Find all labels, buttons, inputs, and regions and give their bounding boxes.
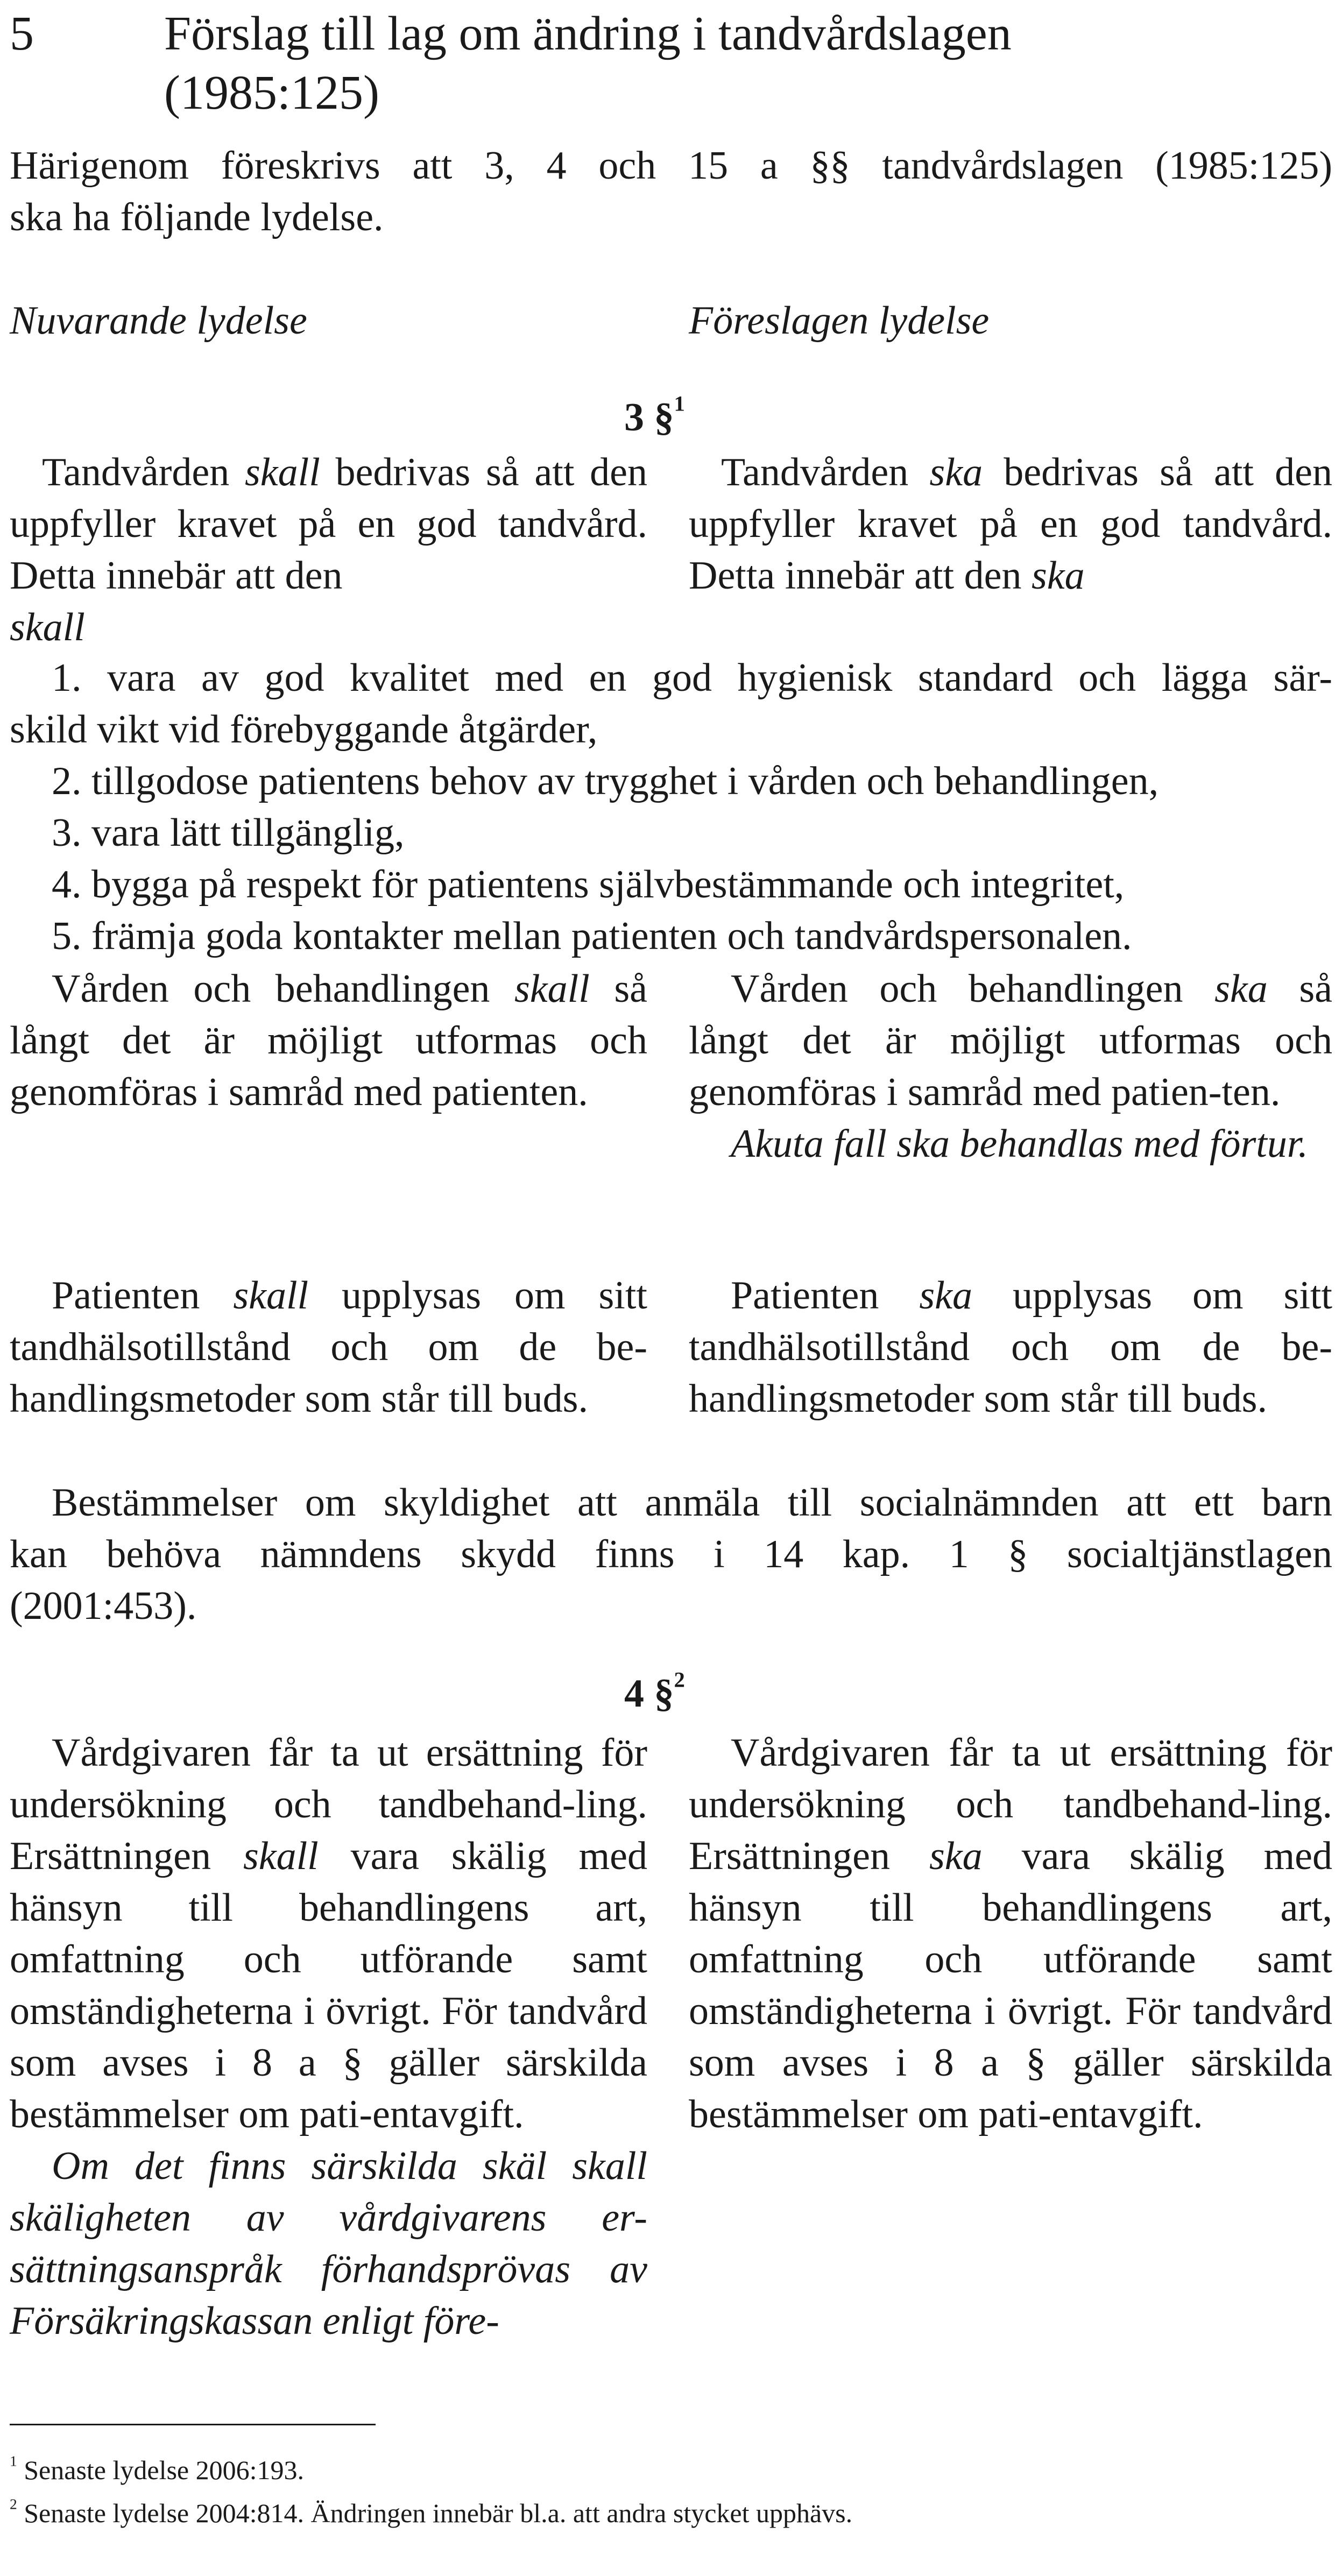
current-intro-pre: Tandvården: [42, 450, 245, 494]
footnote-1: [10, 2453, 304, 2487]
section-4-current-pre: Vårdgivaren får ta ut ersättning för undersökning och tandbehand-ling. Ersättningen: [10, 1731, 647, 1878]
section-4-current-word: skall: [243, 1834, 319, 1878]
proposed-p2-word: ska: [1214, 967, 1268, 1011]
section-number: 5: [10, 7, 34, 60]
section-3-label-text: 3 §: [624, 395, 674, 440]
section-4-proposed: [689, 1727, 1332, 2140]
current-p3-post: upplysas om sitt tandhälsotillstånd och om de be-handlingsmetoder som står till buds.: [10, 1273, 647, 1421]
footnote-1-text: Senaste lydelse 2006:193.: [24, 2455, 305, 2485]
current-p2-pre: Vården och behandlingen: [52, 967, 514, 1011]
current-p2-post: så långt det är möjligt utformas och genomföras i samråd med patienten.: [10, 967, 647, 1114]
current-intro-post: bedrivas så att den uppfyller kravet på en god tandvård. Detta innebär att den: [10, 450, 648, 598]
section-4-label-text: 4 §: [624, 1672, 674, 1716]
section-4-current: [10, 1727, 647, 2347]
title-line-1: Förslag till lag om ändring i tandvårdslagen: [164, 7, 1012, 60]
current-intro-word: skall: [245, 450, 320, 494]
document-title: [164, 4, 1012, 123]
section-3-current-p2: [10, 963, 647, 1118]
section-3-proposed-p2: [689, 963, 1332, 1170]
list-item-3: 3. vara lätt tillgänglig,: [52, 811, 405, 855]
list-item-4: 4. bygga på respekt för patientens självbestämmande och integritet,: [52, 862, 1125, 907]
proposed-intro-pre: Tandvården: [721, 450, 930, 494]
section-3-label: [624, 392, 685, 443]
section-3-current-intro: [10, 447, 647, 653]
list-item-2: 2. tillgodose patientens behov av trygghet i vården och behandlingen,: [52, 759, 1159, 803]
list-item-5: 5. främja goda kontakter mellan patienten och tandvårdspersonalen.: [52, 914, 1132, 958]
list-item-1-line-1: 1. vara av god kvalitet med en god hygienisk standard och lägga sär-: [52, 656, 1332, 700]
common-p4-line-1: Bestämmelser om skyldighet att anmäla till socialnämnden att ett barn: [52, 1481, 1332, 1525]
section-3-proposed-intro: [689, 447, 1332, 601]
section-4-label: [624, 1668, 685, 1719]
section-3-common-p4: [10, 1477, 1332, 1632]
section-4-proposed-pre: Vårdgivaren får ta ut ersättning för undersökning och tandbehand-ling. Ersättningen: [689, 1731, 1332, 1878]
section-3-list: [10, 652, 1332, 962]
intro-line-1: Härigenom föreskrivs att 3, 4 och 15 a §§ tandvårdslagen (1985:125): [10, 144, 1332, 188]
section-3-current-p3: [10, 1270, 647, 1425]
proposed-wording-header: Föreslagen lydelse: [689, 299, 990, 343]
footnote-ref-1: 1: [674, 391, 685, 416]
proposed-p3-word: ska: [919, 1273, 973, 1318]
proposed-p2-pre: Vården och behandlingen: [731, 967, 1215, 1011]
title-line-2: (1985:125): [164, 66, 379, 119]
current-p2-word: skall: [514, 967, 590, 1011]
current-intro-last: skall: [10, 605, 85, 649]
proposed-new-sentence: Akuta fall ska behandlas med förtur.: [731, 1122, 1308, 1166]
section-4-proposed-post: vara skälig med hänsyn till behandlingens art, omfattning och utförande samt omständigheterna i övrigt. För tandvård som avses i 8 a § gäller särskilda bestämmelser om pati-entavgift.: [689, 1834, 1332, 2136]
current-wording-header: Nuvarande lydelse: [10, 299, 307, 343]
footnote-1-number: 1: [10, 2452, 17, 2469]
section-4-current-extra: Om det finns särskilda skäl skall skäligheten av vårdgivarens er-sättningsanspråk förhandsprövas av Försäkringskassan enligt före-: [10, 2144, 647, 2343]
current-p3-pre: Patienten: [52, 1273, 234, 1318]
proposed-p3-pre: Patienten: [731, 1273, 920, 1318]
footnote-2-text: Senaste lydelse 2004:814. Ändringen innebär bl.a. att andra stycket upphävs.: [24, 2498, 853, 2528]
footnote-2: [10, 2496, 852, 2530]
list-item-1-line-2: skild vikt vid förebyggande åtgärder,: [10, 707, 598, 752]
intro-paragraph: [10, 140, 1332, 243]
common-p4-line-3: (2001:453).: [10, 1584, 197, 1628]
footnote-ref-2: 2: [674, 1667, 685, 1692]
section-4-current-post: vara skälig med hänsyn till behandlingens art, omfattning och utförande samt omständigheterna i övrigt. För tandvård som avses i 8 a § gäller särskilda bestämmelser om pati-entavgift.: [10, 1834, 648, 2136]
footnote-2-number: 2: [10, 2495, 17, 2513]
proposed-intro-post: bedrivas så att den uppfyller kravet på en god tandvård. Detta innebär att den: [689, 450, 1333, 598]
intro-line-2: ska ha följande lydelse.: [10, 195, 384, 239]
section-3-proposed-p3: [689, 1270, 1332, 1425]
proposed-p2-post: så långt det är möjligt utformas och genomföras i samråd med patien-ten.: [689, 967, 1332, 1114]
footnote-separator: [10, 2424, 376, 2425]
proposed-p3-post: upplysas om sitt tandhälsotillstånd och om de be-handlingsmetoder som står till buds.: [689, 1273, 1332, 1421]
current-p3-word: skall: [233, 1273, 309, 1318]
common-p4-line-2: kan behöva nämndens skydd finns i 14 kap. 1 § socialtjänstlagen: [10, 1532, 1332, 1576]
proposed-intro-last: ska: [1031, 554, 1085, 598]
proposed-intro-word: ska: [929, 450, 983, 494]
section-4-proposed-word: ska: [929, 1834, 983, 1878]
